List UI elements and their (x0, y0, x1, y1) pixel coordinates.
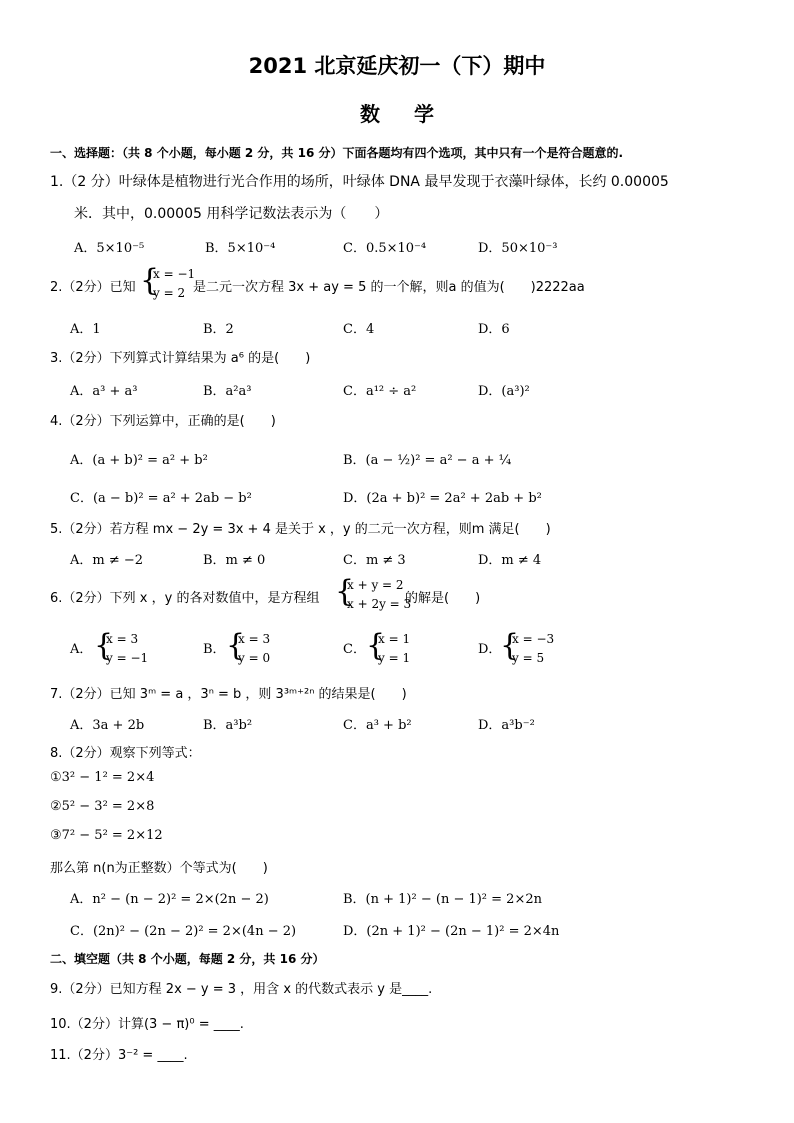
q6-option-c-brace: { (366, 628, 386, 663)
q8-equation-3: ③7² − 5² = 2×12 (50, 828, 163, 843)
q6-option-d-label: D． (478, 642, 502, 657)
question-6-suffix: 的解是( ) (405, 591, 481, 606)
q3-option-c: C．a¹² ÷ a² (343, 384, 417, 399)
q2-system-line-1: x = −1 (153, 267, 196, 281)
q5-option-c: C．m ≠ 3 (343, 553, 406, 568)
subject-title: 数学 (360, 102, 468, 126)
q1-option-a: A．5×10⁻⁵ (74, 241, 145, 256)
q2-option-a: A．1 (70, 322, 101, 337)
q8-option-a: A．n² − (n − 2)² = 2×(2n − 2) (70, 892, 269, 907)
q6-option-d-line-2: y = 5 (512, 651, 545, 665)
q3-option-d: D．(a³)² (478, 384, 530, 399)
q8-option-b: B．(n + 1)² − (n − 1)² = 2×2n (343, 892, 542, 907)
q5-option-b: B．m ≠ 0 (203, 553, 266, 568)
question-10: 10.（2分）计算(3 − π)⁰ = ____. (50, 1017, 244, 1032)
q2-option-b: B．2 (203, 322, 234, 337)
q7-option-a: A．3a + 2b (70, 718, 145, 733)
q8-equation-1: ①3² − 1² = 2×4 (50, 770, 155, 785)
q4-option-b: B．(a − ½)² = a² − a + ¼ (343, 453, 512, 468)
question-2-prefix: 2.（2分）已知 (50, 280, 136, 295)
q6-option-a-line-1: x = 3 (106, 632, 139, 646)
q2-option-c: C．4 (343, 322, 375, 337)
q6-option-b-label: B． (203, 642, 226, 657)
q6-option-a-brace: { (94, 628, 114, 663)
q2-system-line-2: y = 2 (153, 286, 186, 300)
q3-option-b: B．a²a³ (203, 384, 252, 399)
q6-system-line-2: x + 2y = 3 (347, 597, 412, 611)
question-5: 5.（2分）若方程 mx − 2y = 3x + 4 是关于 x ，y 的二元一次方程，则m 满足( ) (50, 522, 551, 537)
q6-system-line-1: x + y = 2 (347, 578, 404, 592)
section-heading-fill: 二、填空题（共 8 个小题，每题 2 分，共 16 分） (50, 952, 325, 966)
q8-equation-2: ②5² − 3² = 2×8 (50, 799, 155, 814)
q4-option-a: A．(a + b)² = a² + b² (70, 453, 208, 468)
q6-option-d-brace: { (500, 628, 520, 663)
q8-ask: 那么第 n(n为正整数）个等式为( ) (50, 861, 268, 876)
q5-option-a: A．m ≠ −2 (70, 553, 144, 568)
q4-option-c: C．(a − b)² = a² + 2ab − b² (70, 491, 252, 506)
q7-option-b: B．a³b² (203, 718, 253, 733)
q8-option-d: D．(2n + 1)² − (2n − 1)² = 2×4n (343, 924, 560, 939)
question-6-prefix: 6.（2分）下列 x ，y 的各对数值中，是方程组 (50, 591, 320, 606)
q1-option-b: B．5×10⁻⁴ (205, 241, 276, 256)
q6-option-c-line-1: x = 1 (378, 632, 411, 646)
q2-option-d: D．6 (478, 322, 510, 337)
q8-option-c: C．(2n)² − (2n − 2)² = 2×(4n − 2) (70, 924, 297, 939)
q1-option-d: D．50×10⁻³ (478, 241, 558, 256)
question-1-line-2: 米．其中，0.00005 用科学记数法表示为（ ） (74, 206, 389, 222)
q6-option-a-line-2: y = −1 (106, 651, 149, 665)
q5-option-d: D．m ≠ 4 (478, 553, 542, 568)
q6-option-b-brace: { (226, 628, 246, 663)
question-9: 9.（2分）已知方程 2x − y = 3 ，用含 x 的代数式表示 y 是____. (50, 982, 433, 997)
q6-system-brace: { (335, 574, 355, 609)
q7-option-d: D．a³b⁻² (478, 718, 535, 733)
q6-option-a-label: A． (70, 642, 93, 657)
question-3: 3.（2分）下列算式计算结果为 a⁶ 的是( ) (50, 351, 311, 366)
question-8: 8.（2分）观察下列等式： (50, 746, 201, 761)
q6-option-b-line-1: x = 3 (238, 632, 271, 646)
q6-option-d-line-1: x = −3 (512, 632, 555, 646)
question-11: 11.（2分）3⁻² = ____. (50, 1048, 188, 1063)
question-7: 7.（2分）已知 3ᵐ = a ，3ⁿ = b ，则 3³ᵐ⁺²ⁿ 的结果是( ) (50, 687, 407, 702)
q2-system-brace: { (140, 263, 160, 298)
q1-option-c: C．0.5×10⁻⁴ (343, 241, 427, 256)
q7-option-c: C．a³ + b² (343, 718, 412, 733)
q6-option-c-line-2: y = 1 (378, 651, 411, 665)
q6-option-b-line-2: y = 0 (238, 651, 271, 665)
q3-option-a: A．a³ + a³ (70, 384, 138, 399)
q4-option-d: D．(2a + b)² = 2a² + 2ab + b² (343, 491, 542, 506)
page-title: 2021 北京延庆初一（下）期中 (248, 54, 546, 78)
q6-option-c-label: C． (343, 642, 366, 657)
question-2-suffix: 是二元一次方程 3x + ay = 5 的一个解，则a 的值为( )2222aa (193, 280, 585, 295)
question-1-line-1: 1.（2 分）叶绿体是植物进行光合作用的场所，叶绿体 DNA 最早发现于衣藻叶绿体，长约 0.00005 (50, 174, 669, 190)
section-heading-choice: 一、选择题：（共 8 个小题，每小题 2 分，共 16 分）下面各题均有四个选项，其中只有一个是符合题意的. (50, 146, 624, 160)
question-4: 4.（2分）下列运算中，正确的是( ) (50, 414, 276, 429)
